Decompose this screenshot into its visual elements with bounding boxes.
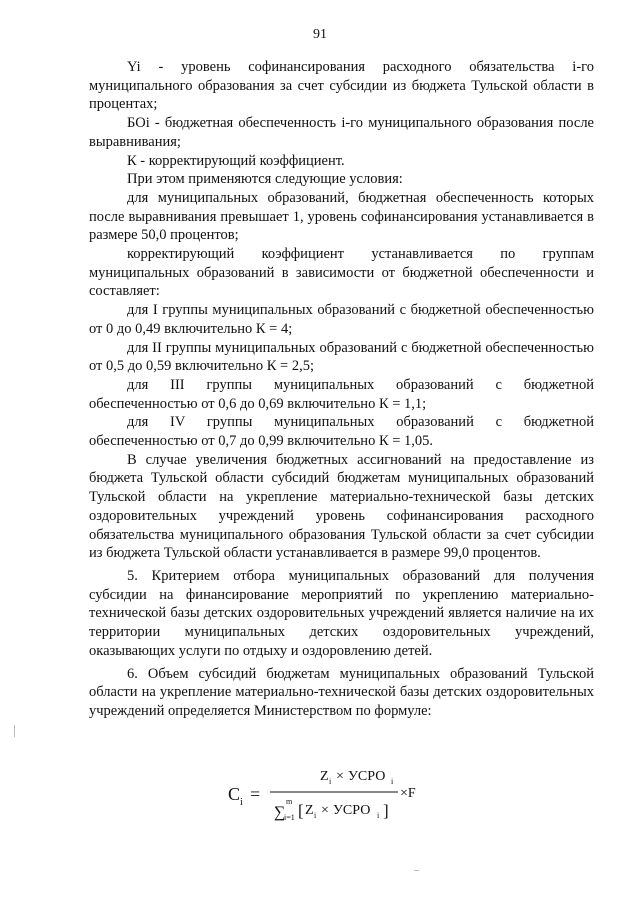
formula-num-term: УСРО — [348, 769, 386, 784]
formula-equals: = — [250, 784, 261, 804]
paragraph-boi-definition: БОi - бюджетная обеспеченность i-го муниципального образования после выравнивания; — [89, 115, 594, 150]
paragraph-group-1: для I группы муниципальных образований с бюджетной обеспеченностью от 0 до 0,49 включительно К = 4; — [89, 302, 594, 337]
paragraph-condition-above-1: для муниципальных образований, бюджетная обеспеченность которых после выравнивания превышает 1, уровень софинансирования устанавливается в размере 50,0 процентов; — [89, 189, 594, 244]
formula-den-z: Z — [305, 803, 314, 818]
page-number: 91 — [313, 27, 327, 42]
formula-num-times: × — [336, 769, 344, 784]
formula-den-term: УСРО — [333, 803, 371, 818]
formula-num-term-sub: i — [391, 777, 394, 786]
paragraph-k-definition: К - корректирующий коэффициент. — [127, 152, 345, 169]
paragraph-coefficient-groups: корректирующий коэффициент устанавливается по группам муниципальных образований в зависимости от бюджетной обеспеченности и составляет: — [89, 246, 594, 300]
paragraph-group-4: для IV группы муниципальных образований с бюджетной обеспеченностью от 0,7 до 0,99 включительно К = 1,05. — [89, 414, 594, 450]
scan-mark — [14, 725, 15, 737]
paragraph-increase-case: В случае увеличения бюджетных ассигнований на предоставление из бюджета Тульской области субсидий бюджетам муниципальных образований Тульской области на укрепление материально-технической базы детских оздоровительных учреждений уровень софинансирования расходного обязательства муниципального образования Тульской области за счет субсидии из бюджета Тульской области устанавливается в размере 99,0 процентов. — [89, 451, 594, 562]
formula-lhs: C — [228, 784, 241, 804]
formula-sum-lower: i=1 — [284, 813, 295, 822]
formula-num-z-sub: i — [329, 777, 332, 786]
formula-den-term-sub: i — [377, 811, 380, 820]
formula-sum-sign: ∑ — [274, 804, 286, 821]
formula-rbracket: ] — [383, 801, 389, 820]
formula-den-times: × — [321, 803, 329, 818]
formula-sum-upper: m — [286, 797, 293, 806]
formula-lhs-sub: i — [240, 797, 243, 808]
formula-den-z-sub: i — [314, 811, 317, 820]
scan-mark — [414, 870, 419, 871]
subsidy-formula — [220, 758, 450, 828]
paragraph-item-5: 5. Критерием отбора муниципальных образований для получения субсидии на финансирование мероприятий по укреплению материально-технической базы детских оздоровительных учреждений является наличие на их территории муниципальных детских оздоровительных учреждений, оказывающих услуги по отдыху и оздоровлению детей. — [89, 567, 594, 659]
paragraph-group-3: для III группы муниципальных образований с бюджетной обеспеченностью от 0,6 до 0,69 включительно К = 1,1; — [89, 376, 594, 412]
paragraph-yi-definition: Yi - уровень софинансирования расходного обязательства i-го муниципального образования за счет субсидии из бюджета Тульской области в процентах; — [89, 59, 594, 113]
formula-times-f: ×F — [400, 786, 416, 801]
paragraph-group-2: для II группы муниципальных образований с бюджетной обеспеченностью от 0,5 до 0,59 включительно К = 2,5; — [89, 339, 594, 375]
formula-num-z: Z — [320, 769, 329, 784]
paragraph-item-6: 6. Объем субсидий бюджетам муниципальных образований Тульской области на укрепление материально-технической базы детских оздоровительных учреждений определяется Министерством по формуле: — [89, 665, 594, 719]
formula-lbracket: [ — [298, 801, 304, 820]
paragraph-conditions-intro: При этом применяются следующие условия: — [127, 171, 403, 188]
body-text — [89, 58, 594, 721]
